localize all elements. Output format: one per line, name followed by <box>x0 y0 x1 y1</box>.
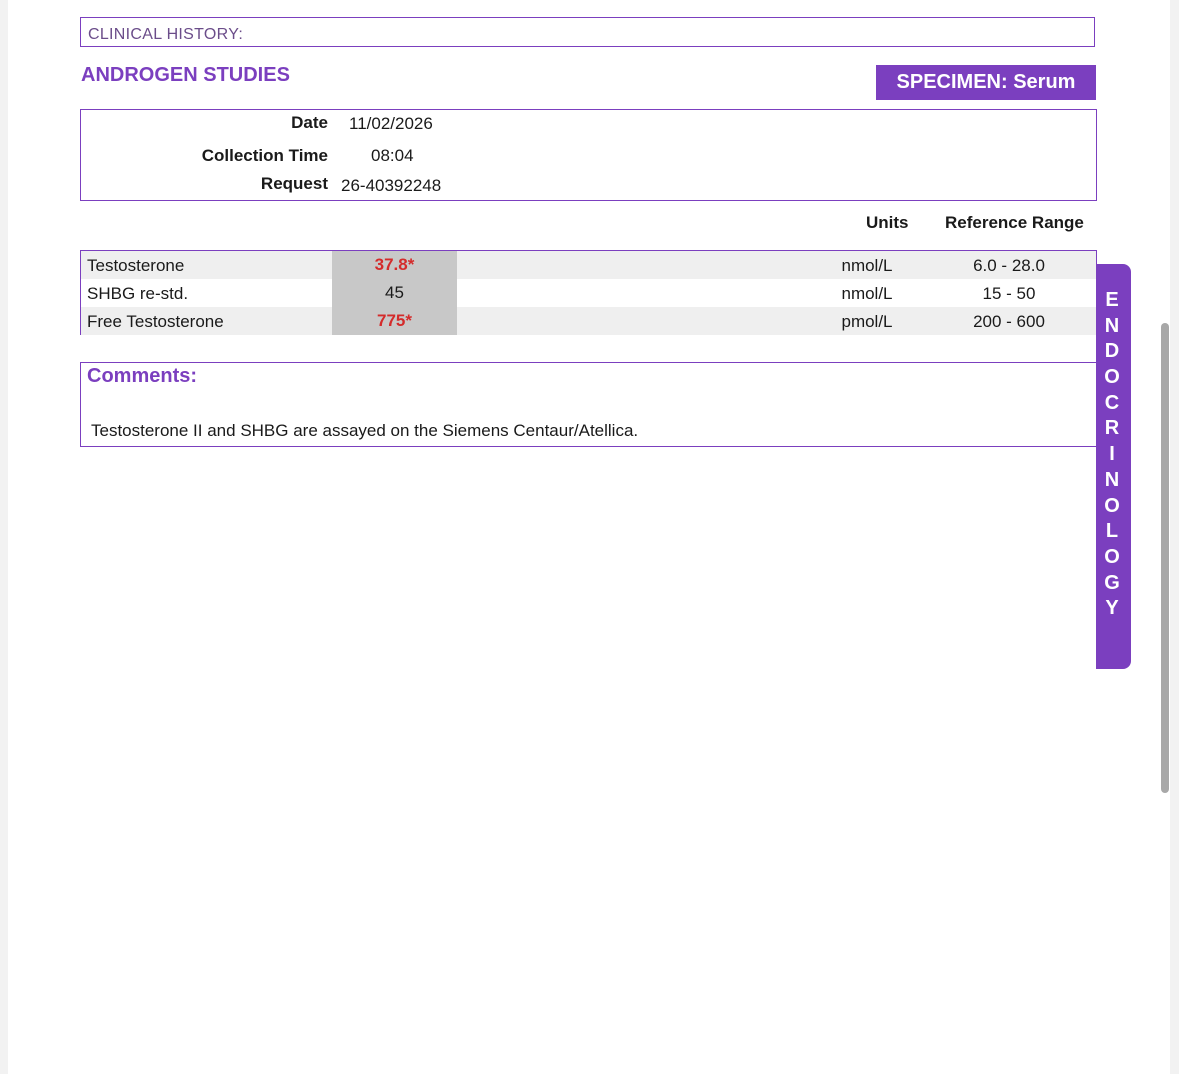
department-tab-letter: D <box>1104 340 1120 363</box>
result-name: Free Testosterone <box>87 312 224 331</box>
vertical-scrollbar[interactable] <box>1161 323 1169 793</box>
department-tab-letter: N <box>1104 468 1120 491</box>
clinical-history-label: CLINICAL HISTORY: <box>88 26 244 43</box>
department-tab-letter: C <box>1104 391 1120 414</box>
department-tab <box>1096 264 1131 669</box>
result-reference-range: 200 - 600 <box>973 312 1045 331</box>
result-units: nmol/L <box>841 284 893 303</box>
department-tab-letter: O <box>1104 494 1120 517</box>
report-page <box>8 0 1170 1074</box>
date-label: Date <box>291 113 328 132</box>
department-tab-letter: O <box>1104 545 1120 568</box>
comments-box <box>80 362 1097 447</box>
department-tab-letter: Y <box>1105 597 1119 620</box>
department-tab-letter: R <box>1104 417 1120 440</box>
collection-time-label: Collection Time <box>201 146 328 165</box>
collection-time-value: 08:04 <box>371 146 414 165</box>
specimen-badge: SPECIMEN: Serum <box>876 65 1096 100</box>
section-title: ANDROGEN STUDIES <box>81 64 290 86</box>
department-tab-label <box>1096 288 1128 622</box>
request-label: Request <box>260 174 328 193</box>
result-value: 37.8* <box>332 251 457 279</box>
table-row <box>81 251 1096 279</box>
comments-text: Testosterone II and SHBG are assayed on the Siemens Centaur/Atellica. <box>91 421 639 440</box>
department-tab-letter: G <box>1104 571 1120 594</box>
request-value: 26-40392248 <box>341 176 442 195</box>
result-units: pmol/L <box>841 312 893 331</box>
reference-range-column-header: Reference Range <box>945 213 1084 232</box>
result-value: 775* <box>332 307 457 335</box>
result-reference-range: 6.0 - 28.0 <box>973 256 1045 275</box>
table-row <box>81 279 1096 307</box>
department-tab-letter: O <box>1104 366 1120 389</box>
result-reference-range: 15 - 50 <box>982 284 1036 303</box>
comments-title: Comments: <box>87 365 198 387</box>
units-column-header: Units <box>866 213 909 232</box>
department-tab-letter: N <box>1104 314 1120 337</box>
results-table <box>80 250 1097 335</box>
department-tab-letter: L <box>1105 520 1119 543</box>
result-value: 45 <box>332 279 457 307</box>
clinical-history-box <box>80 17 1095 47</box>
table-row <box>81 307 1096 335</box>
department-tab-letter: E <box>1105 289 1119 311</box>
result-units: nmol/L <box>841 256 893 275</box>
request-info-box <box>80 109 1097 201</box>
department-tab-letter: I <box>1109 443 1115 466</box>
result-name: SHBG re-std. <box>87 284 189 303</box>
date-value: 11/02/2026 <box>349 114 433 133</box>
result-name: Testosterone <box>87 256 185 275</box>
